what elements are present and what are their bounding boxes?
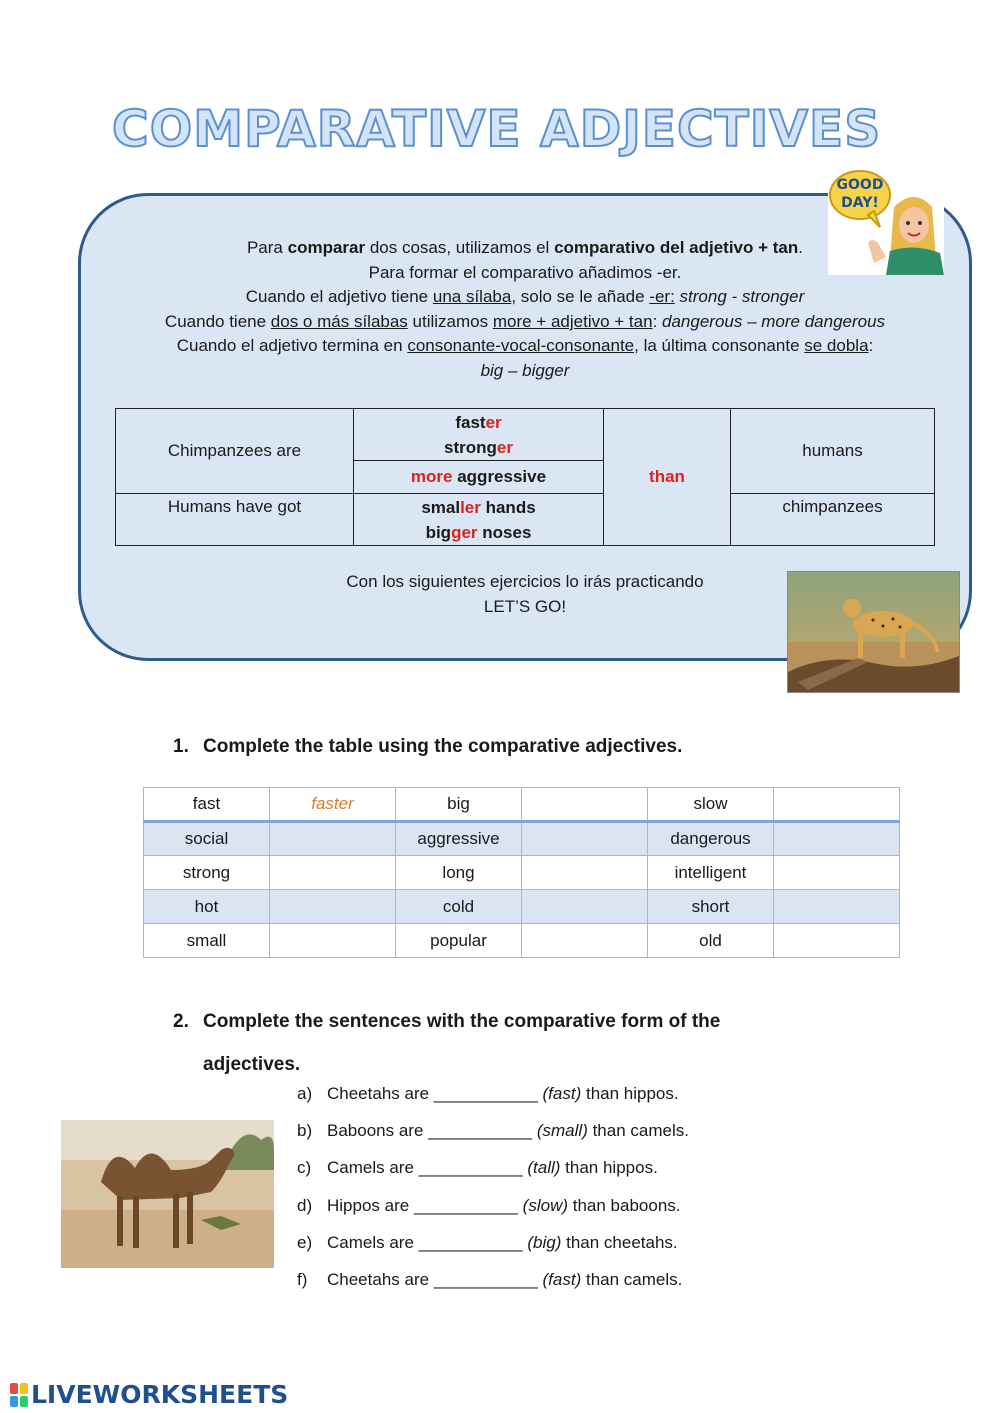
table-row xyxy=(144,822,900,856)
blank-input[interactable]: Baboons are ___________ xyxy=(327,1121,537,1141)
object-cell: chimpanzees xyxy=(731,494,935,546)
liveworksheets-logo-icon xyxy=(10,1383,28,1407)
intro-line-5: Cuando el adjetivo termina en consonante-vocal-consonante, la última consonante se dobla: xyxy=(176,336,874,355)
adjective-cell: old xyxy=(648,924,774,958)
adjective-cell: cold xyxy=(396,890,522,924)
example-table xyxy=(115,408,935,546)
answer-cell[interactable] xyxy=(270,856,396,890)
list-item: e) Camels are ___________ (big) than cheetahs. xyxy=(297,1232,678,1252)
intro-line-2: Para formar el comparativo añadimos -er. xyxy=(368,262,682,282)
answer-cell[interactable] xyxy=(522,788,648,822)
outro-line-2: LET’S GO! xyxy=(483,597,567,616)
list-item: d) Hippos are ___________ (slow) than baboons. xyxy=(297,1195,681,1215)
adjective-cell: short xyxy=(648,890,774,924)
blank-input[interactable]: Cheetahs are ___________ xyxy=(327,1269,543,1289)
answer-cell[interactable] xyxy=(522,856,648,890)
sentence-list xyxy=(297,1082,689,1305)
table-row xyxy=(144,924,900,958)
page-title: COMPARATIVE ADJECTIVES xyxy=(112,100,882,158)
camel-photo xyxy=(61,1120,274,1268)
short-adjectives-cell: faster stronger xyxy=(354,409,604,461)
cheetah-photo xyxy=(787,571,960,693)
list-item: c) Camels are ___________ (tall) than hippos. xyxy=(297,1158,658,1178)
object-cell: humans xyxy=(731,409,935,494)
adjective-cell: aggressive xyxy=(396,822,522,856)
grammar-explanation xyxy=(100,236,950,383)
adjective-cell: slow xyxy=(648,788,774,822)
answer-cell[interactable] xyxy=(774,856,900,890)
adjective-cell: hot xyxy=(144,890,270,924)
adjective-cell: popular xyxy=(396,924,522,958)
adjective-cell: long xyxy=(396,856,522,890)
blank-input[interactable]: Camels are ___________ xyxy=(327,1232,528,1252)
outro-text xyxy=(200,569,850,619)
exercise-1-heading xyxy=(173,736,682,758)
answer-cell[interactable] xyxy=(270,890,396,924)
brand-name: LIVEWORKSHEETS xyxy=(31,1380,289,1409)
answer-cell[interactable] xyxy=(774,788,900,822)
exercise-2-number: 2. xyxy=(173,1011,189,1032)
exercise-1-instruction: Complete the table using the comparative adjectives. xyxy=(203,736,683,757)
sticker-line2: DAY! xyxy=(841,195,879,211)
intro-line-6: big – bigger xyxy=(480,360,570,380)
doubled-consonant-cell: smaller hands bigger noses xyxy=(354,494,604,546)
answer-cell[interactable] xyxy=(270,822,396,856)
adjective-cell: fast xyxy=(144,788,270,822)
adjective-cell: dangerous xyxy=(648,822,774,856)
blank-input[interactable]: Cheetahs are ___________ xyxy=(327,1084,543,1103)
answer-cell[interactable] xyxy=(270,924,396,958)
answer-cell[interactable] xyxy=(522,924,648,958)
exercise-2-instruction: Complete the sentences with the comparative form of the xyxy=(203,1011,721,1032)
sticker-line1: GOOD xyxy=(836,177,884,193)
exercise-1-number: 1. xyxy=(173,736,189,757)
long-adjective-cell: more aggressive xyxy=(354,461,604,494)
answer-cell[interactable] xyxy=(522,890,648,924)
footer-brand xyxy=(10,1380,288,1409)
adjective-cell: big xyxy=(396,788,522,822)
list-item: f) Cheetahs are ___________ (fast) than camels. xyxy=(297,1269,683,1289)
intro-line-3: Cuando el adjetivo tiene una sílaba, solo se le añade -er: strong - stronger xyxy=(245,287,805,306)
list-item: a) Cheetahs are ___________ (fast) than hippos. xyxy=(297,1084,679,1103)
table-row xyxy=(144,788,900,822)
comparative-table xyxy=(143,787,900,958)
adjective-cell: social xyxy=(144,822,270,856)
answer-cell[interactable] xyxy=(774,822,900,856)
intro-line-1: Para comparar dos cosas, utilizamos el comparativo del adjetivo + tan. xyxy=(246,238,804,257)
exercise-2-instruction-cont: adjectives. xyxy=(203,1054,301,1075)
list-item: b) Baboons are ___________ (small) than camels. xyxy=(297,1121,689,1141)
answer-cell[interactable] xyxy=(774,924,900,958)
exercise-2-heading xyxy=(173,1000,720,1086)
adjective-cell: small xyxy=(144,924,270,958)
intro-line-4: Cuando tiene dos o más sílabas utilizamos more + adjetivo + tan: dangerous – more dangerous xyxy=(164,311,886,331)
subject-cell: Humans have got xyxy=(116,494,354,546)
outro-line-1: Con los siguientes ejercicios lo irás practicando xyxy=(346,572,704,591)
table-row xyxy=(144,856,900,890)
adjective-cell: intelligent xyxy=(648,856,774,890)
adjective-cell: strong xyxy=(144,856,270,890)
blank-input[interactable]: Camels are ___________ xyxy=(327,1158,528,1178)
answer-cell[interactable] xyxy=(522,822,648,856)
subject-cell: Chimpanzees are xyxy=(116,409,354,494)
answer-cell[interactable] xyxy=(774,890,900,924)
than-cell: than xyxy=(604,409,731,546)
blank-input[interactable]: Hippos are ___________ xyxy=(327,1195,523,1215)
answer-cell[interactable]: faster xyxy=(270,788,396,822)
table-row xyxy=(144,890,900,924)
